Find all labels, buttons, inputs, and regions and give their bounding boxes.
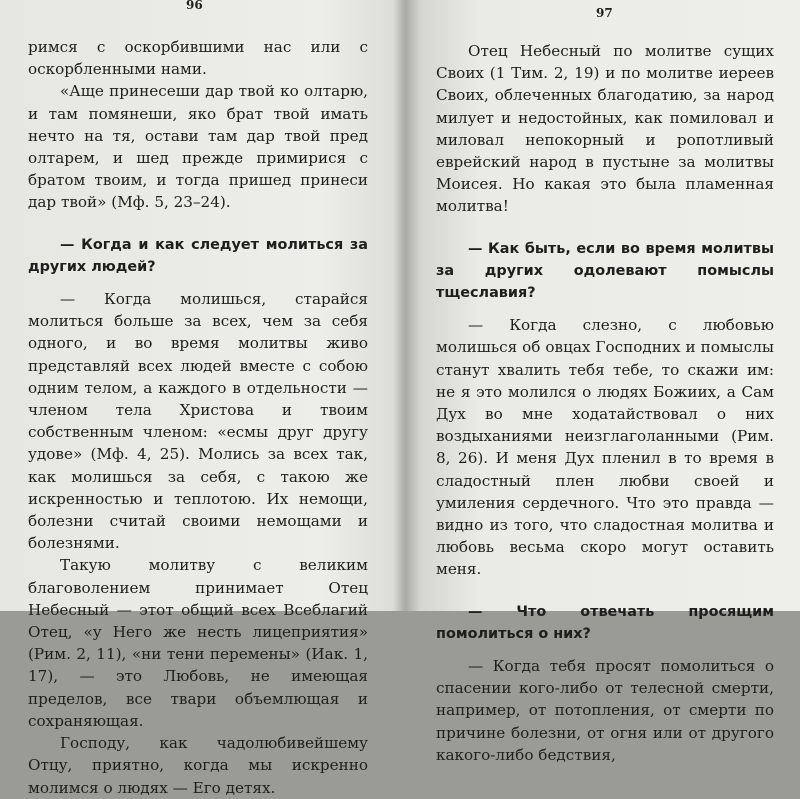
left-page — [0, 0, 400, 797]
page-text — [436, 40, 774, 766]
right-page — [400, 0, 800, 764]
page-number: 97 — [596, 6, 613, 20]
page-number: 96 — [186, 0, 203, 12]
paragraph: — Когда слезно, с любовью молишься об овцах Господних и помыслы станут хвалить тебя тебе, то скажи им: не я это молился о людях Божиих, а Сам Дух во мне ходатайствовал о них воздыханиями неизглаголанными (Рим. 8, 26). И меня Дух пленил в то время в сладостный плен любви своей и умиления сердечного. Что это правда — видно из того, что сладостная молитва и любовь весьма скоро могут оставить меня. — [436, 316, 774, 579]
quote-paragraph: «Аще принесеши дар твой ко олтарю, и там помянеши, яко брат твой имать нечто на тя, остави там дар твой пред олтарем, и шед прежде примирися с братом твоим, и тогда пришед принеси дар твой» (Мф. 5, 23–24). — [28, 82, 368, 212]
question-heading: — Когда и как следует молиться за других людей? — [28, 236, 368, 275]
question-heading: — Как быть, если во время молитвы за других одолевают помыслы тщеславия? — [436, 240, 774, 302]
paragraph: — Когда молишься, старайся молиться больше за всех, чем за себя одного, и во время молитвы живо представляй всех людей вместе с собою одним телом, а каждого в отдельности — членом тела Христова и твоим собственным членом: «есмы друг другу удове» (Мф. 4, 25). Молись за всех так, как молишься за себя, с такою же искренностью и теплотою. Их немощи, болезни считай своими немощами и болезнями. — [28, 290, 368, 553]
paragraph: — Когда тебя просят помолиться о спасении кого-либо от телесной смерти, например, от потопления, от смерти по причине болезни, от огня или от другого какого-либо бедствия, — [436, 657, 774, 764]
paragraph: римся с оскорбившими нас или с оскорбленными нами. — [28, 38, 368, 79]
question-heading: — Что отвечать просящим помолиться о них? — [436, 603, 774, 642]
paragraph: Такую молитву с великим благоволением принимает Отец Небесный — этот общий всех Всеблагий Отец, «у Него же несть лицеприятия» (Рим. 2, 11), «ни тени перемены» (Иак. 1, 17), — это Любовь, не имеющая пределов, все твари объемлющая и сохраняющая. — [28, 556, 368, 730]
paragraph: Господу, как чадолюбивейшему Отцу, приятно, когда мы искренно молимся о людях — Его детях. — [28, 734, 368, 797]
paragraph: Отец Небесный по молитве сущих Своих (1 Тим. 2, 19) и по молитве иереев Своих, облеченных благодатию, за народ милует и недостойных, как помиловал и миловал непокорный и ропотливый еврейский народ в пустыне за молитвы Моисея. Но какая это была пламенная молитва! — [436, 42, 774, 216]
page-text — [28, 36, 368, 799]
